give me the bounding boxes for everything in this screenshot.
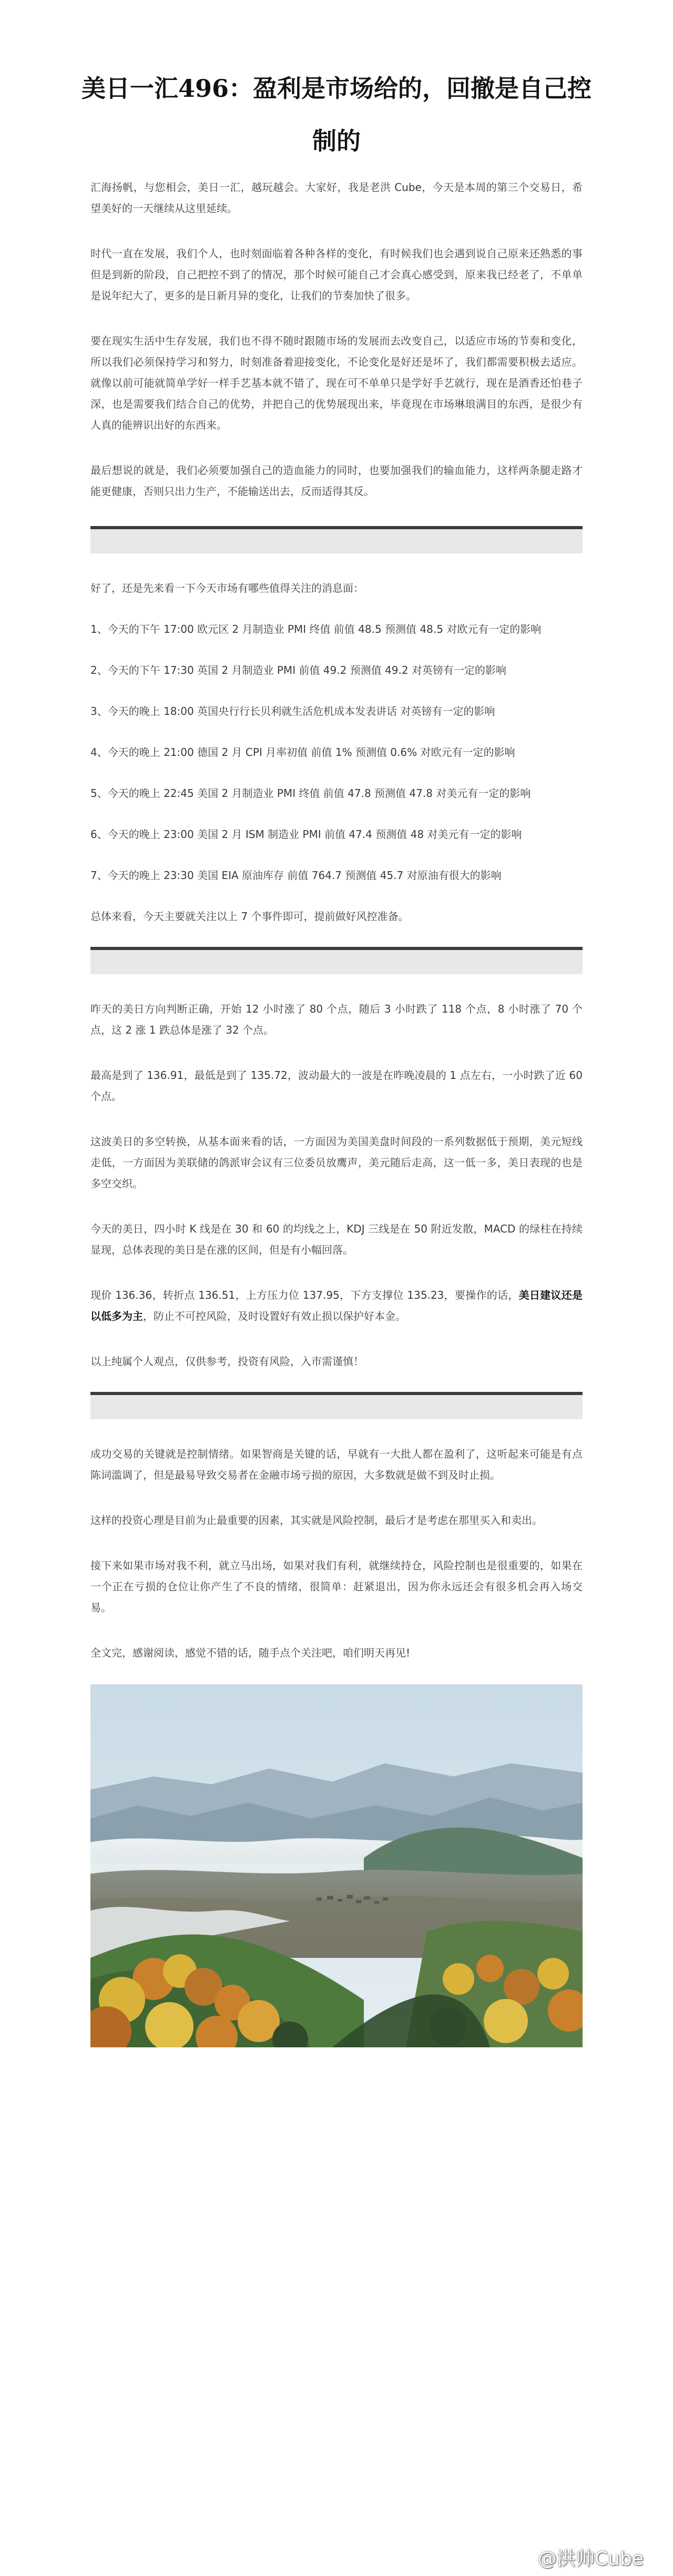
news-item: 7、今天的晚上 23:30 美国 EIA 原油库存 前值 764.7 预测值 45.7 对原油有很大的影响 bbox=[90, 869, 502, 882]
article-body bbox=[90, 177, 583, 2047]
news-item: 3、今天的晚上 18:00 英国央行行长贝利就生活危机成本发表讲话 对英镑有一定的影响 bbox=[90, 705, 495, 718]
paragraph: 成功交易的关键就是控制情绪。如果智商是关键的话，早就有一大批人都在盈利了，这听起来可能是有点陈词滥调了，但是最易导致交易者在金融市场亏损的原因，大多数就是做不到及时止损。 bbox=[90, 1448, 583, 1481]
news-item: 6、今天的晚上 23:00 美国 2 月 ISM 制造业 PMI 前值 47.4 预测值 48 对美元有一定的影响 bbox=[90, 828, 522, 841]
paragraph-closing: 全文完，感谢阅读，感觉不错的话，随手点个关注吧，咱们明天再见! bbox=[90, 1646, 411, 1659]
news-item: 4、今天的晚上 21:00 德国 2 月 CPI 月率初值 前值 1% 预测值 0.6% 对欧元有一定的影响 bbox=[90, 746, 515, 759]
paragraph: 好了，还是先来看一下今天市场有哪些值得关注的消息面： bbox=[90, 582, 364, 594]
paragraph: 要在现实生活中生存发展，我们也不得不随时跟随市场的发展而去改变自己，以适应市场的节奏和变化，所以我们必须保持学习和努力，时刻准备着迎接变化，不论变化是好还是坏了，我们都需要积极去适应。就像以前可能就简单学好一样手艺基本就不错了，现在可不单单只是学好手艺就行，现在是酒香还怕巷子深，也是需要我们结合自己的优势，并把自己的优势展现出来，毕竟现在市场琳琅满目的东西，是很少有人真的能辨识出好的东西来。 bbox=[90, 335, 583, 431]
section-divider bbox=[90, 1392, 583, 1422]
section-divider bbox=[90, 947, 583, 977]
landscape-illustration bbox=[90, 1684, 583, 2047]
author-watermark: @洪帅Cube bbox=[538, 2548, 644, 2570]
news-item: 2、今天的下午 17:30 英国 2 月制造业 PMI 前值 49.2 预测值 49.2 对英镑有一定的影响 bbox=[90, 664, 506, 676]
paragraph: 昨天的美日方向判断正确，开始 12 小时涨了 80 个点，随后 3 小时跌了 118 个点，8 小时涨了 70 个点，这 2 涨 1 跌总体是涨了 32 个点。 bbox=[90, 1003, 583, 1036]
article-title: 美日一汇496：盈利是市场给的，回撤是自己控制的 bbox=[81, 74, 592, 155]
paragraph: 最高是到了 136.91，最低是到了 135.72，波动最大的一波是在昨晚凌晨的 1 点左右，一小时跌了近 60 个点。 bbox=[90, 1069, 583, 1103]
disclaimer: 以上纯属个人观点，仅供参考，投资有风险，入市需谨慎！ bbox=[90, 1355, 364, 1368]
paragraph: 接下来如果市场对我不利，就立马出场，如果对我们有利，就继续持仓，风险控制也是很重要的，如果在一个正在亏损的仓位让你产生了不良的情绪，很简单：赶紧退出，因为你永远还会有很多机会再入场交易。 bbox=[90, 1559, 583, 1614]
paragraph: 时代一直在发展，我们个人，也时刻面临着各种各样的变化，有时候我们也会遇到说自己原来还熟悉的事但是到新的阶段，自己把控不到了的情况，那个时候可能自己才会真心感受到，原来我已经老了，不单单是说年纪大了，更多的是日新月异的变化，让我们的节奏加快了很多。 bbox=[90, 247, 583, 302]
paragraph: 总体来看，今天主要就关注以上 7 个事件即可，提前做好风控准备。 bbox=[90, 910, 409, 923]
strategy-text-end: ，防止不可控风险，及时设置好有效止损以保护好本金。 bbox=[143, 1310, 406, 1322]
section-divider bbox=[90, 526, 583, 557]
paragraph: 最后想说的就是，我们必须要加强自己的造血能力的同时，也要加强我们的输血能力，这样两条腿走路才能更健康，否则只出力生产，不能输送出去，反而适得其反。 bbox=[90, 464, 583, 498]
landscape-photo bbox=[90, 1684, 583, 2047]
strategy-text: 现价 136.36，转折点 136.51，上方压力位 137.95，下方支撑位 135.23，要操作的话， bbox=[90, 1289, 519, 1301]
news-item: 5、今天的晚上 22:45 美国 2 月制造业 PMI 终值 前值 47.8 预测值 47.8 对美元有一定的影响 bbox=[90, 787, 531, 800]
paragraph: 这波美日的多空转换，从基本面来看的话，一方面因为美国美盘时间段的一系列数据低于预期，美元短线走低，一方面因为美联储的鸽派审会议有三位委员放鹰声，美元随后走高，这一低一多，美日表现的也是多空交织。 bbox=[90, 1135, 583, 1190]
paragraph-intro: 汇海扬帆，与您相会，美日一汇，越玩越会。大家好，我是老洪 Cube，今天是本周的第三个交易日，希望美好的一天继续从这里延续。 bbox=[90, 181, 583, 215]
paragraph-strategy bbox=[90, 1285, 583, 1327]
paragraph: 这样的投资心理是目前为止最重要的因素，其实就是风险控制，最后才是考虑在那里买入和卖出。 bbox=[90, 1514, 543, 1527]
paragraph: 今天的美日，四小时 K 线是在 30 和 60 的均线之上，KDJ 三线是在 50 附近发散，MACD 的绿柱在持续显现，总体表现的美日是在涨的区间，但是有小幅回落。 bbox=[90, 1223, 583, 1256]
strategy-highlight: 美日建议还是以低多为主 bbox=[90, 1289, 583, 1322]
news-item: 1、今天的下午 17:00 欧元区 2 月制造业 PMI 终值 前值 48.5 预测值 48.5 对欧元有一定的影响 bbox=[90, 623, 542, 635]
